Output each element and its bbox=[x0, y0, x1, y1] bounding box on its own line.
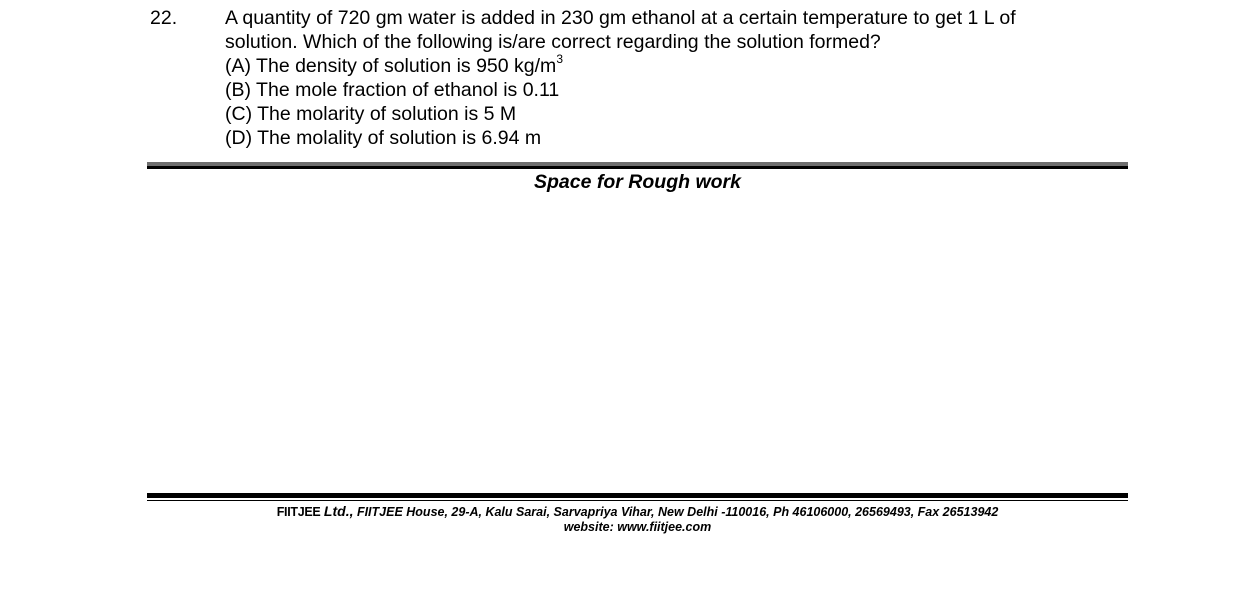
question-number: 22. bbox=[150, 7, 178, 29]
footer-ltd: Ltd., bbox=[323, 503, 354, 519]
question-stem-line-2: solution. Which of the following is/are correct regarding the solution formed? bbox=[225, 31, 881, 53]
option-a-text: (A) The density of solution is 950 kg/m bbox=[225, 55, 557, 77]
rough-work-divider-thin bbox=[147, 166, 1128, 169]
option-a bbox=[225, 51, 1130, 78]
option-a-superscript: 3 bbox=[556, 51, 563, 66]
question-stem-line-1: A quantity of 720 gm water is added in 230 gm ethanol at a certain temperature to get 1 L of bbox=[225, 7, 1016, 29]
option-b: (B) The mole fraction of ethanol is 0.11 bbox=[225, 79, 560, 101]
question-body bbox=[225, 6, 1130, 150]
option-d: (D) The molality of solution is 6.94 m bbox=[225, 127, 542, 149]
footer-address: FIITJEE House, 29-A, Kalu Sarai, Sarvapriya Vihar, New Delhi -110016, Ph 46106000, 26569493, Fax 26513942 bbox=[356, 505, 999, 519]
footer-divider-thin bbox=[147, 500, 1128, 501]
option-c: (C) The molarity of solution is 5 M bbox=[225, 103, 517, 125]
footer-brand: FIITJEE bbox=[276, 505, 321, 519]
footer-address-line bbox=[185, 504, 1090, 520]
footer-divider-thick bbox=[147, 493, 1128, 498]
footer-website: website: www.fiitjee.com bbox=[563, 520, 712, 534]
page-footer bbox=[147, 504, 1090, 535]
rough-work-title: Space for Rough work bbox=[534, 171, 741, 193]
